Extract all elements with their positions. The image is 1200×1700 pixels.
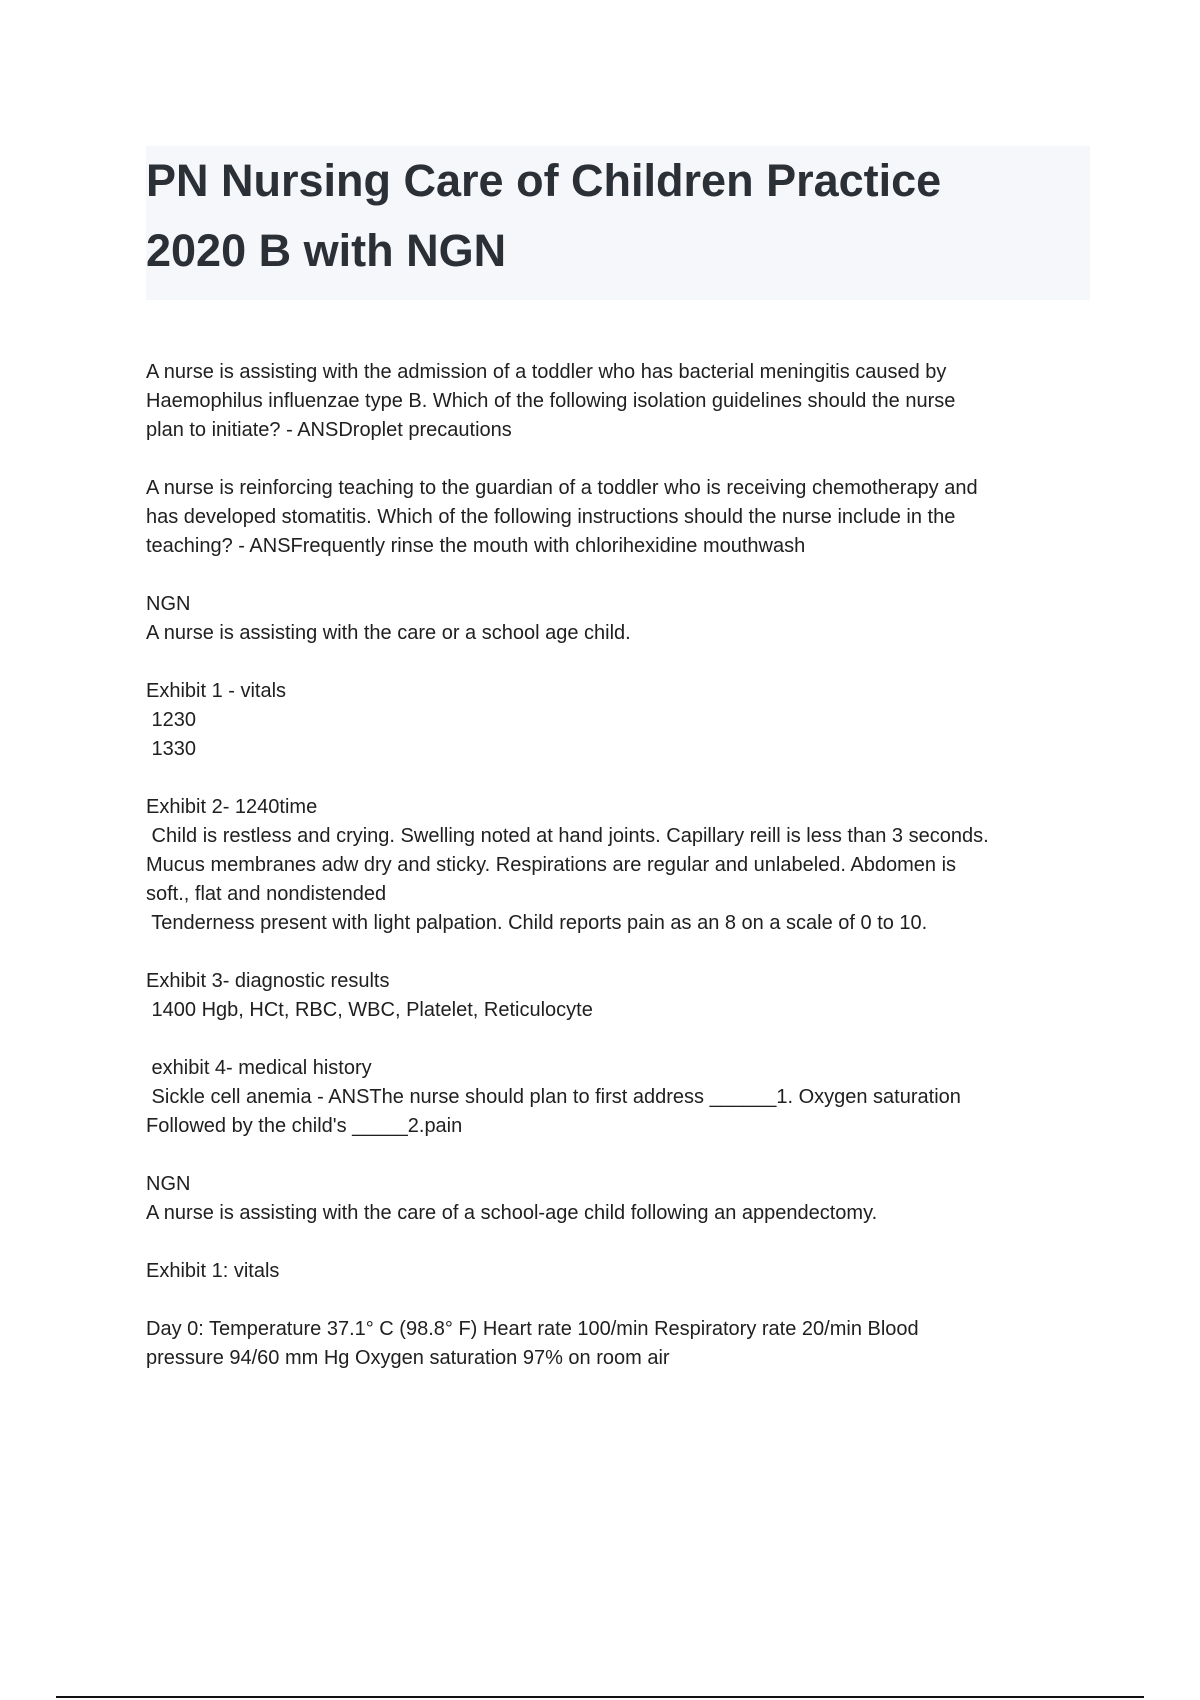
document-page	[146, 146, 1090, 1402]
text-line: Tenderness present with light palpation. Child reports pain as an 8 on a scale of 0 to 10.	[146, 912, 928, 934]
title-block	[146, 146, 1090, 300]
text-line: Child is restless and crying. Swelling noted at hand joints. Capillary reill is less than 3 seconds.	[146, 825, 989, 847]
footer-divider	[56, 1696, 1144, 1698]
text-line: NGN	[146, 1173, 191, 1195]
paragraph-exhibit-1-vitals	[146, 677, 1090, 764]
text-line: Sickle cell anemia - ANSThe nurse should plan to first address ______1. Oxygen saturation	[146, 1086, 961, 1108]
text-line: 1330	[146, 738, 197, 760]
text-line: A nurse is assisting with the care or a school age child.	[146, 622, 631, 644]
text-line: Exhibit 3- diagnostic results	[146, 970, 390, 992]
paragraph-ngn-case-1	[146, 590, 1090, 648]
text-line: Followed by the child's _____2.pain	[146, 1115, 463, 1137]
paragraph-stomatitis-question	[146, 474, 1090, 561]
document-title-line-1: PN Nursing Care of Children Practice	[146, 155, 942, 206]
text-line: plan to initiate? - ANSDroplet precautions	[146, 419, 512, 441]
text-line: teaching? - ANSFrequently rinse the mouth with chlorihexidine mouthwash	[146, 535, 806, 557]
text-line: Day 0: Temperature 37.1° C (98.8° F) Heart rate 100/min Respiratory rate 20/min Blood	[146, 1318, 919, 1340]
paragraph-exhibit-2	[146, 793, 1090, 938]
text-line: 1400 Hgb, HCt, RBC, WBC, Platelet, Reticulocyte	[146, 999, 593, 1021]
paragraph-exhibit-4	[146, 1054, 1090, 1141]
paragraph-ngn-case-2	[146, 1170, 1090, 1228]
text-line: A nurse is assisting with the care of a school-age child following an appendectomy.	[146, 1202, 878, 1224]
text-line: Exhibit 2- 1240time	[146, 796, 318, 818]
paragraph-exhibit-1-vitals-case-2	[146, 1257, 1090, 1286]
paragraph-day-0-vitals	[146, 1315, 1090, 1373]
text-line: Haemophilus influenzae type B. Which of the following isolation guidelines should the nurse	[146, 390, 956, 412]
text-line: Exhibit 1 - vitals	[146, 680, 287, 702]
text-line: 1230	[146, 709, 197, 731]
text-line: NGN	[146, 593, 191, 615]
text-line: A nurse is reinforcing teaching to the guardian of a toddler who is receiving chemotherapy and	[146, 477, 978, 499]
paragraph-meningitis-question	[146, 358, 1090, 445]
text-line: soft., flat and nondistended	[146, 883, 387, 905]
document-body	[146, 358, 1090, 1373]
document-title-line-2: 2020 B with NGN	[146, 225, 507, 276]
paragraph-exhibit-3	[146, 967, 1090, 1025]
text-line: Exhibit 1: vitals	[146, 1260, 280, 1282]
text-line: has developed stomatitis. Which of the following instructions should the nurse include in the	[146, 506, 956, 528]
text-line: Mucus membranes adw dry and sticky. Respirations are regular and unlabeled. Abdomen is	[146, 854, 957, 876]
text-line: exhibit 4- medical history	[146, 1057, 372, 1079]
text-line: A nurse is assisting with the admission of a toddler who has bacterial meningitis caused by	[146, 361, 947, 383]
text-line: pressure 94/60 mm Hg Oxygen saturation 97% on room air	[146, 1347, 670, 1369]
